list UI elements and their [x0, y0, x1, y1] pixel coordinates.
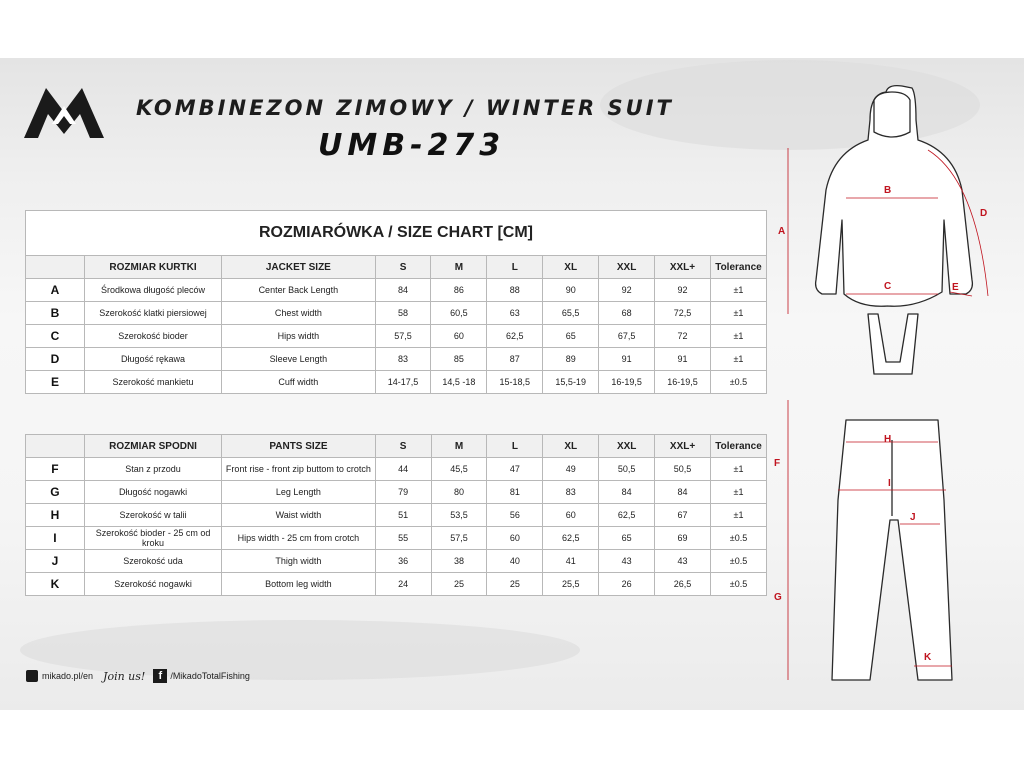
- cell: Szerokość bioder: [84, 325, 221, 348]
- cell: 62,5: [487, 325, 543, 348]
- header-cell: JACKET SIZE: [222, 256, 375, 279]
- header-cell: PANTS SIZE: [222, 435, 375, 458]
- header-cell: XXL+: [655, 435, 711, 458]
- table-row: [26, 550, 767, 573]
- cell: 62,5: [543, 527, 599, 550]
- cell: 47: [487, 458, 543, 481]
- cell: ±1: [710, 302, 766, 325]
- cell: 72: [655, 325, 711, 348]
- cell: 83: [375, 348, 431, 371]
- cell: ±1: [711, 504, 767, 527]
- jacket-outline: [816, 86, 973, 307]
- website-link[interactable]: mikado.pl/en: [42, 671, 94, 681]
- cell: 84: [599, 481, 655, 504]
- cell: Waist width: [222, 504, 375, 527]
- cell: 44: [375, 458, 431, 481]
- cell: 86: [431, 279, 487, 302]
- bib-straps: [868, 314, 918, 374]
- header-cell: XL: [543, 256, 599, 279]
- header-cell: [26, 256, 85, 279]
- cell: 51: [375, 504, 431, 527]
- cell: 90: [543, 279, 599, 302]
- cell: 26: [599, 573, 655, 596]
- label-g: G: [774, 592, 782, 603]
- header-cell: M: [431, 435, 487, 458]
- cell: 36: [375, 550, 431, 573]
- row-label: C: [26, 325, 85, 348]
- page-title: KOMBINEZON ZIMOWY / WINTER SUIT: [136, 96, 674, 120]
- cell: Długość nogawki: [84, 481, 221, 504]
- table-row: [26, 573, 767, 596]
- table-row: [26, 504, 767, 527]
- cell: 67,5: [599, 325, 655, 348]
- website-icon: [26, 670, 38, 682]
- cell: 81: [487, 481, 543, 504]
- cell: 89: [543, 348, 599, 371]
- cell: 92: [655, 279, 711, 302]
- cell: 56: [487, 504, 543, 527]
- cell: 40: [487, 550, 543, 573]
- cell: 16-19,5: [599, 371, 655, 394]
- header-cell: Tolerance: [711, 435, 767, 458]
- header-cell: XL: [543, 435, 599, 458]
- cell: 60: [431, 325, 487, 348]
- cell: 45,5: [431, 458, 487, 481]
- cell: 65: [543, 325, 599, 348]
- header-cell: L: [487, 256, 543, 279]
- mikado-logo-icon: [22, 84, 106, 140]
- cell: 25: [431, 573, 487, 596]
- cell: 91: [599, 348, 655, 371]
- cell: 14-17,5: [375, 371, 431, 394]
- table-header-row: [26, 435, 767, 458]
- table-header-row: [26, 256, 767, 279]
- row-label: H: [26, 504, 85, 527]
- row-label: B: [26, 302, 85, 325]
- cell: 25: [487, 573, 543, 596]
- cell: ±0.5: [710, 371, 766, 394]
- cell: Środkowa długość pleców: [84, 279, 221, 302]
- cell: 84: [375, 279, 431, 302]
- header-cell: ROZMIAR KURTKI: [84, 256, 221, 279]
- header-cell: S: [375, 435, 431, 458]
- header-cell: [26, 435, 85, 458]
- cell: 24: [375, 573, 431, 596]
- cell: Szerokość bioder - 25 cm od kroku: [84, 527, 221, 550]
- cell: 15-18,5: [487, 371, 543, 394]
- facebook-icon[interactable]: f: [153, 669, 167, 683]
- cell: 53,5: [431, 504, 487, 527]
- cell: 83: [543, 481, 599, 504]
- header-cell: Tolerance: [710, 256, 766, 279]
- label-h: H: [884, 434, 892, 445]
- label-a: A: [778, 226, 786, 237]
- cell: 55: [375, 527, 431, 550]
- jacket-size-table: [25, 210, 767, 394]
- cell: 57,5: [431, 527, 487, 550]
- cell: 14,5 -18: [431, 371, 487, 394]
- header-cell: ROZMIAR SPODNI: [84, 435, 221, 458]
- label-i: I: [888, 478, 891, 489]
- cell: 67: [655, 504, 711, 527]
- cell: 41: [543, 550, 599, 573]
- cell: 16-19,5: [655, 371, 711, 394]
- suit-diagram: [766, 80, 1016, 710]
- cell: Szerokość nogawki: [84, 573, 221, 596]
- cell: Długość rękawa: [84, 348, 221, 371]
- cell: ±1: [711, 458, 767, 481]
- cell: 58: [375, 302, 431, 325]
- cell: 69: [655, 527, 711, 550]
- cell: 57,5: [375, 325, 431, 348]
- cell: Chest width: [222, 302, 375, 325]
- cell: 65,5: [543, 302, 599, 325]
- row-label: F: [26, 458, 85, 481]
- join-us-text: Join us!: [103, 669, 146, 683]
- label-k: K: [924, 652, 932, 663]
- cell: Szerokość mankietu: [84, 371, 221, 394]
- table-row: [26, 348, 767, 371]
- cell: Sleeve Length: [222, 348, 375, 371]
- cell: 63: [487, 302, 543, 325]
- cell: 62,5: [599, 504, 655, 527]
- cell: 25,5: [543, 573, 599, 596]
- header-cell: XXL: [599, 256, 655, 279]
- row-label: A: [26, 279, 85, 302]
- cell: 79: [375, 481, 431, 504]
- cell: 92: [599, 279, 655, 302]
- label-c: C: [884, 281, 892, 292]
- cell: ±0.5: [711, 527, 767, 550]
- label-b: B: [884, 185, 892, 196]
- cell: 80: [431, 481, 487, 504]
- cell: Hips width - 25 cm from crotch: [222, 527, 375, 550]
- cell: 60: [487, 527, 543, 550]
- cell: ±1: [710, 348, 766, 371]
- model-number: UMB-273: [318, 128, 506, 163]
- cell: 68: [599, 302, 655, 325]
- label-d: D: [980, 208, 988, 219]
- label-j: J: [910, 512, 916, 523]
- cell: 85: [431, 348, 487, 371]
- row-label: D: [26, 348, 85, 371]
- cell: Szerokość klatki piersiowej: [84, 302, 221, 325]
- cell: 50,5: [655, 458, 711, 481]
- cell: Stan z przodu: [84, 458, 221, 481]
- row-label: E: [26, 371, 85, 394]
- cell: Hips width: [222, 325, 375, 348]
- cell: 38: [431, 550, 487, 573]
- label-f: F: [774, 458, 781, 469]
- row-label: J: [26, 550, 85, 573]
- header-cell: XXL: [599, 435, 655, 458]
- header-cell: S: [375, 256, 431, 279]
- footer: [26, 668, 250, 684]
- table-row: [26, 302, 767, 325]
- label-e: E: [952, 282, 959, 293]
- row-label: G: [26, 481, 85, 504]
- header-cell: XXL+: [655, 256, 711, 279]
- cell: 15,5-19: [543, 371, 599, 394]
- size-chart-caption: ROZMIARÓWKA / SIZE CHART [CM]: [26, 211, 767, 256]
- cell: Front rise - front zip buttom to crotch: [222, 458, 375, 481]
- cell: ±0.5: [711, 573, 767, 596]
- row-label: K: [26, 573, 85, 596]
- header-cell: L: [487, 435, 543, 458]
- row-label: I: [26, 527, 85, 550]
- cell: 60: [543, 504, 599, 527]
- cell: 43: [655, 550, 711, 573]
- table-row: [26, 527, 767, 550]
- cell: 91: [655, 348, 711, 371]
- cell: Thigh width: [222, 550, 375, 573]
- cell: 65: [599, 527, 655, 550]
- cell: Cuff width: [222, 371, 375, 394]
- pants-size-table: [25, 434, 767, 596]
- cell: Szerokość w talii: [84, 504, 221, 527]
- cell: ±1: [710, 279, 766, 302]
- cell: 60,5: [431, 302, 487, 325]
- cell: 84: [655, 481, 711, 504]
- table-row: [26, 325, 767, 348]
- header-cell: M: [431, 256, 487, 279]
- cell: Leg Length: [222, 481, 375, 504]
- table-row: [26, 279, 767, 302]
- table-row: [26, 458, 767, 481]
- cell: 87: [487, 348, 543, 371]
- cell: 49: [543, 458, 599, 481]
- cell: ±0.5: [711, 550, 767, 573]
- table-row: [26, 481, 767, 504]
- table-row: [26, 371, 767, 394]
- cell: 72,5: [655, 302, 711, 325]
- cell: Center Back Length: [222, 279, 375, 302]
- cell: 43: [599, 550, 655, 573]
- cell: 50,5: [599, 458, 655, 481]
- cell: ±1: [710, 325, 766, 348]
- cell: 88: [487, 279, 543, 302]
- cell: 26,5: [655, 573, 711, 596]
- facebook-link[interactable]: /MikadoTotalFishing: [170, 671, 250, 681]
- cell: ±1: [711, 481, 767, 504]
- cell: Szerokość uda: [84, 550, 221, 573]
- cell: Bottom leg width: [222, 573, 375, 596]
